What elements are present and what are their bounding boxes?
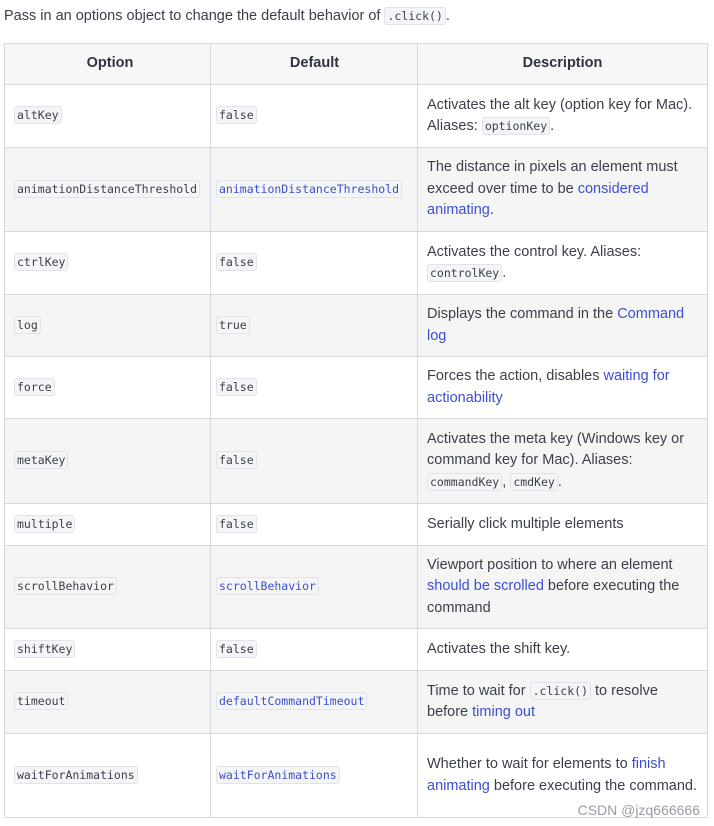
option-name: scrollBehavior [14, 577, 117, 595]
option-cell [5, 357, 211, 419]
description-text: . [489, 202, 494, 219]
default-value: false [216, 640, 257, 658]
default-value: false [216, 451, 257, 469]
option-name: multiple [14, 515, 75, 533]
description-cell [418, 295, 708, 357]
default-value-link[interactable]: animationDistanceThreshold [216, 180, 402, 198]
options-table [4, 43, 708, 818]
default-value: false [216, 378, 257, 396]
description-cell [418, 148, 708, 232]
description-text: , [502, 473, 511, 490]
description-text: Displays the command in the [427, 306, 618, 322]
option-cell [5, 419, 211, 504]
description-text: Forces the action, disables [427, 368, 604, 384]
option-cell [5, 85, 211, 148]
description-code: controlKey [427, 264, 502, 282]
default-value: false [216, 253, 257, 271]
description-text: to resolve before [427, 682, 658, 720]
description-code: commandKey [427, 473, 502, 491]
intro-code: .click() [384, 7, 445, 25]
option-name: waitForAnimations [14, 766, 138, 784]
default-cell [211, 357, 418, 419]
table-row [5, 419, 708, 504]
description-code: .click() [530, 682, 591, 700]
table-row [5, 295, 708, 357]
option-name: metaKey [14, 451, 68, 469]
description-text: before executing the command. [489, 777, 698, 794]
option-name: force [14, 378, 55, 396]
default-cell [211, 148, 418, 232]
header-default: Default [211, 44, 418, 85]
table-row [5, 629, 708, 671]
default-cell [211, 504, 418, 546]
description-link[interactable]: timing out [472, 704, 536, 720]
description-text: Viewport position to where an element [427, 556, 673, 573]
watermark: CSDN @jzq666666 [577, 802, 700, 818]
option-cell [5, 295, 211, 357]
table-row [5, 148, 708, 232]
description-cell [418, 629, 708, 671]
option-name: timeout [14, 692, 68, 710]
option-name: log [14, 316, 41, 334]
intro-text: Pass in an options object to change the default behavior of [4, 8, 385, 24]
description-cell [418, 419, 708, 504]
option-name: ctrlKey [14, 253, 68, 271]
description-text: before executing the command [427, 578, 680, 616]
table-row [5, 504, 708, 546]
description-cell [418, 671, 708, 734]
default-cell [211, 671, 418, 734]
default-value: false [216, 106, 257, 124]
default-cell [211, 85, 418, 148]
description-text: . [557, 473, 562, 490]
description-link[interactable]: finish animating [427, 756, 666, 794]
option-cell [5, 232, 211, 295]
default-value-link[interactable]: defaultCommandTimeout [216, 692, 367, 710]
default-cell [211, 419, 418, 504]
description-text: The distance in pixels an element must exceed over time to be [427, 159, 678, 197]
default-value-link[interactable]: waitForAnimations [216, 766, 340, 784]
description-link[interactable]: waiting for actionability [427, 368, 670, 406]
description-link[interactable]: Command log [427, 306, 685, 344]
option-cell [5, 629, 211, 671]
table-row [5, 671, 708, 734]
default-value-link[interactable]: scrollBehavior [216, 577, 319, 595]
description-text: . [550, 118, 555, 134]
header-description: Description [418, 44, 708, 85]
description-link[interactable]: should be scrolled [427, 578, 544, 595]
option-name: altKey [14, 106, 62, 124]
description-cell [418, 85, 708, 148]
option-cell [5, 734, 211, 818]
description-text: Activates the shift key. [427, 640, 571, 657]
description-cell [418, 504, 708, 546]
description-text: . [502, 265, 507, 281]
option-name: animationDistanceThreshold [14, 180, 200, 198]
table-body [5, 85, 708, 818]
default-cell [211, 734, 418, 818]
description-text: Activates the alt key (option key for Mac). Aliases: [427, 96, 693, 134]
description-cell [418, 232, 708, 295]
default-cell [211, 295, 418, 357]
intro-paragraph [4, 5, 450, 27]
description-code: optionKey [482, 117, 550, 135]
description-code: cmdKey [510, 473, 558, 491]
description-text: Activates the meta key (Windows key or command key for Mac). Aliases: [427, 430, 685, 469]
description-cell [418, 357, 708, 419]
default-cell [211, 629, 418, 671]
option-cell [5, 546, 211, 629]
table-row [5, 232, 708, 295]
default-value: true [216, 316, 250, 334]
default-cell [211, 232, 418, 295]
table-row [5, 357, 708, 419]
option-cell [5, 504, 211, 546]
header-option: Option [5, 44, 211, 85]
description-text: Activates the control key. Aliases: [427, 243, 642, 260]
description-link[interactable]: considered animating [427, 180, 649, 219]
option-cell [5, 671, 211, 734]
description-text: Whether to wait for elements to [427, 756, 632, 772]
option-name: shiftKey [14, 640, 75, 658]
default-value: false [216, 515, 257, 533]
table-header-row [5, 44, 708, 85]
table-row [5, 85, 708, 148]
table-row [5, 546, 708, 629]
intro-period: . [445, 8, 450, 24]
description-cell [418, 546, 708, 629]
description-text: Serially click multiple elements [427, 515, 624, 532]
description-text: Time to wait for [427, 682, 530, 699]
default-cell [211, 546, 418, 629]
option-cell [5, 148, 211, 232]
